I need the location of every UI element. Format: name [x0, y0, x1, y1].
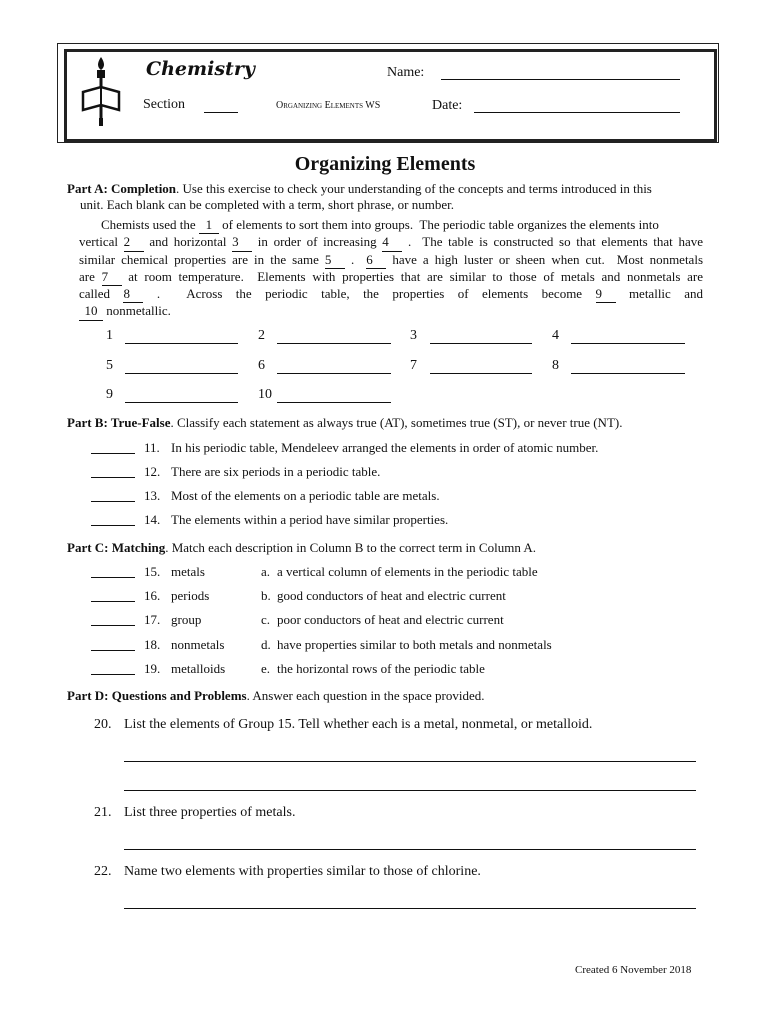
column-b-letter: d. [261, 636, 271, 652]
date-label: Date: [432, 98, 463, 113]
column-a-term: periods [171, 588, 210, 604]
answer-line[interactable] [430, 343, 532, 344]
paragraph-line [79, 217, 703, 234]
item-number: 15. [144, 564, 161, 579]
column-b-description: have properties similar to both metals and nonmetals [277, 636, 552, 652]
fill-in-blank: 5 [325, 252, 345, 269]
partA-instructions-text: . Use this exercise to check your understanding of the concepts and terms introduced in this [176, 181, 652, 196]
date-field[interactable] [474, 112, 680, 113]
page-title: Organizing Elements [294, 153, 476, 175]
footer-created-date: Created 6 November 2018 [575, 964, 692, 976]
column-a-term: group [171, 612, 202, 628]
question-21-text: List three properties of metals. [124, 805, 296, 820]
item-number: 19. [144, 660, 161, 676]
question-22-text: Name two elements with properties similar to those of chlorine. [124, 864, 481, 879]
paragraph-text: and horizontal [143, 234, 233, 250]
answer-line[interactable] [125, 402, 238, 403]
answer-line[interactable] [124, 790, 696, 791]
column-b-description: a vertical column of elements in the periodic table [277, 564, 538, 579]
item-number: 14. [144, 512, 161, 527]
answer-line[interactable] [277, 402, 391, 403]
fill-in-blank: 3 [232, 234, 252, 251]
question-20-text: List the elements of Group 15. Tell whether each is a metal, nonmetal, or metalloid. [124, 717, 593, 732]
paragraph-text: metallic and [615, 286, 704, 302]
statement-text: The elements within a period have similar properties. [171, 512, 449, 527]
answer-number: 7 [410, 358, 417, 373]
partC-instructions [67, 540, 536, 556]
answer-number: 10 [258, 387, 272, 402]
section-label: Section [143, 97, 185, 112]
column-a-term: metals [171, 564, 205, 579]
answer-line[interactable] [124, 761, 696, 762]
partC-instructions-text: . Match each description in Column B to the correct term in Column A. [165, 540, 536, 555]
fill-in-blank: 10 [79, 303, 103, 320]
answer-blank[interactable] [91, 625, 135, 626]
answer-line[interactable] [125, 373, 238, 374]
column-b-letter: a. [261, 564, 271, 579]
fill-in-blank: 4 [382, 234, 402, 251]
answer-line[interactable] [571, 343, 685, 344]
name-label: Name: [387, 65, 425, 80]
answer-line[interactable] [430, 373, 532, 374]
partD-instructions [67, 688, 485, 704]
answer-line[interactable] [125, 343, 238, 344]
column-a-term: metalloids [171, 660, 226, 676]
paragraph-line [79, 234, 703, 251]
answer-line[interactable] [124, 908, 696, 909]
paragraph-text: are [79, 268, 102, 284]
paragraph-text: . [344, 251, 367, 267]
paragraph-line [79, 269, 703, 286]
section-field[interactable] [204, 112, 238, 113]
answer-line[interactable] [277, 343, 391, 344]
paragraph-text: . Across the periodic table, the properties of elements become [143, 286, 596, 302]
answer-number: 1 [106, 328, 113, 343]
question-20-number: 20. [94, 717, 112, 732]
answer-blank[interactable] [91, 525, 135, 526]
answer-blank[interactable] [91, 453, 135, 454]
name-field[interactable] [441, 79, 680, 80]
answer-blank[interactable] [91, 477, 135, 478]
paragraph-text: called [79, 286, 124, 302]
partA-heading: Part A: Completion [67, 181, 177, 196]
answer-number: 8 [552, 358, 559, 373]
answer-line[interactable] [277, 373, 391, 374]
paragraph-text: vertical [79, 234, 124, 250]
item-number: 16. [144, 588, 161, 604]
partD-heading: Part D: Questions and Problems [67, 688, 247, 703]
partA-instructions-2: unit. Each blank can be completed with a term, short phrase, or number. [80, 197, 454, 212]
column-b-letter: b. [261, 588, 271, 604]
answer-number: 6 [258, 358, 265, 373]
answer-line[interactable] [124, 849, 696, 850]
partB-instructions [67, 415, 622, 431]
item-number: 12. [144, 464, 161, 479]
answer-number: 3 [410, 328, 417, 343]
column-b-description: the horizontal rows of the periodic table [277, 660, 485, 676]
fill-in-blank: 8 [123, 286, 143, 303]
paragraph-text: of elements to sort them into groups. The periodic table organizes the elements into [218, 217, 659, 232]
paragraph-line [79, 303, 703, 320]
partB-heading: Part B: True-False [67, 415, 171, 430]
question-22-number: 22. [94, 864, 112, 879]
item-number: 11. [144, 440, 160, 455]
paragraph-line [79, 286, 703, 303]
fill-in-blank: 6 [366, 252, 386, 269]
torch-book-logo-icon [80, 52, 126, 130]
paragraph-line [79, 252, 703, 269]
column-b-description: good conductors of heat and electric current [277, 588, 506, 604]
paragraph-text: in order of increasing [252, 234, 383, 250]
answer-blank[interactable] [91, 650, 135, 651]
paragraph-text: nonmetallic. [103, 303, 171, 319]
item-number: 13. [144, 488, 161, 503]
answer-blank[interactable] [91, 674, 135, 675]
statement-text: Most of the elements on a periodic table are metals. [171, 488, 440, 503]
paragraph-text: at room temperature. Elements with properties that are similar to those of metals and nonmetals are [121, 268, 703, 284]
answer-blank[interactable] [91, 577, 135, 578]
fill-in-blank: 7 [102, 269, 122, 286]
column-b-letter: c. [261, 612, 271, 628]
partA-paragraph [79, 217, 703, 321]
column-a-term: nonmetals [171, 636, 225, 652]
paragraph-text: Chemists used the [101, 217, 199, 232]
partC-heading: Part C: Matching [67, 540, 166, 555]
fill-in-blank: 1 [199, 217, 219, 234]
item-number: 17. [144, 612, 161, 628]
worksheet-label: Organizing Elements WS [276, 100, 381, 111]
subject-title: Chemistry [146, 58, 255, 80]
statement-text: There are six periods in a periodic table. [171, 464, 381, 479]
paragraph-text: similar chemical properties are in the same [79, 251, 325, 267]
column-b-description: poor conductors of heat and electric current [277, 612, 504, 628]
statement-text: In his periodic table, Mendeleev arranged the elements in order of atomic number. [171, 440, 599, 455]
answer-number: 5 [106, 358, 113, 373]
partB-instructions-text: . Classify each statement as always true (AT), sometimes true (ST), or never true (NT). [170, 415, 623, 430]
answer-number: 4 [552, 328, 559, 343]
item-number: 18. [144, 636, 161, 652]
answer-number: 9 [106, 387, 113, 402]
question-21-number: 21. [94, 805, 112, 820]
fill-in-blank: 9 [596, 286, 616, 303]
partD-instructions-text: . Answer each question in the space provided. [246, 688, 485, 703]
fill-in-blank: 2 [124, 234, 144, 251]
answer-blank[interactable] [91, 601, 135, 602]
partA-instructions [67, 181, 707, 197]
answer-blank[interactable] [91, 501, 135, 502]
paragraph-text: . The table is constructed so that elements that have [402, 234, 704, 250]
answer-line[interactable] [571, 373, 685, 374]
answer-number: 2 [258, 328, 265, 343]
column-b-letter: e. [261, 660, 271, 676]
paragraph-text: have a high luster or sheen when cut. Most nonmetals [386, 251, 703, 267]
